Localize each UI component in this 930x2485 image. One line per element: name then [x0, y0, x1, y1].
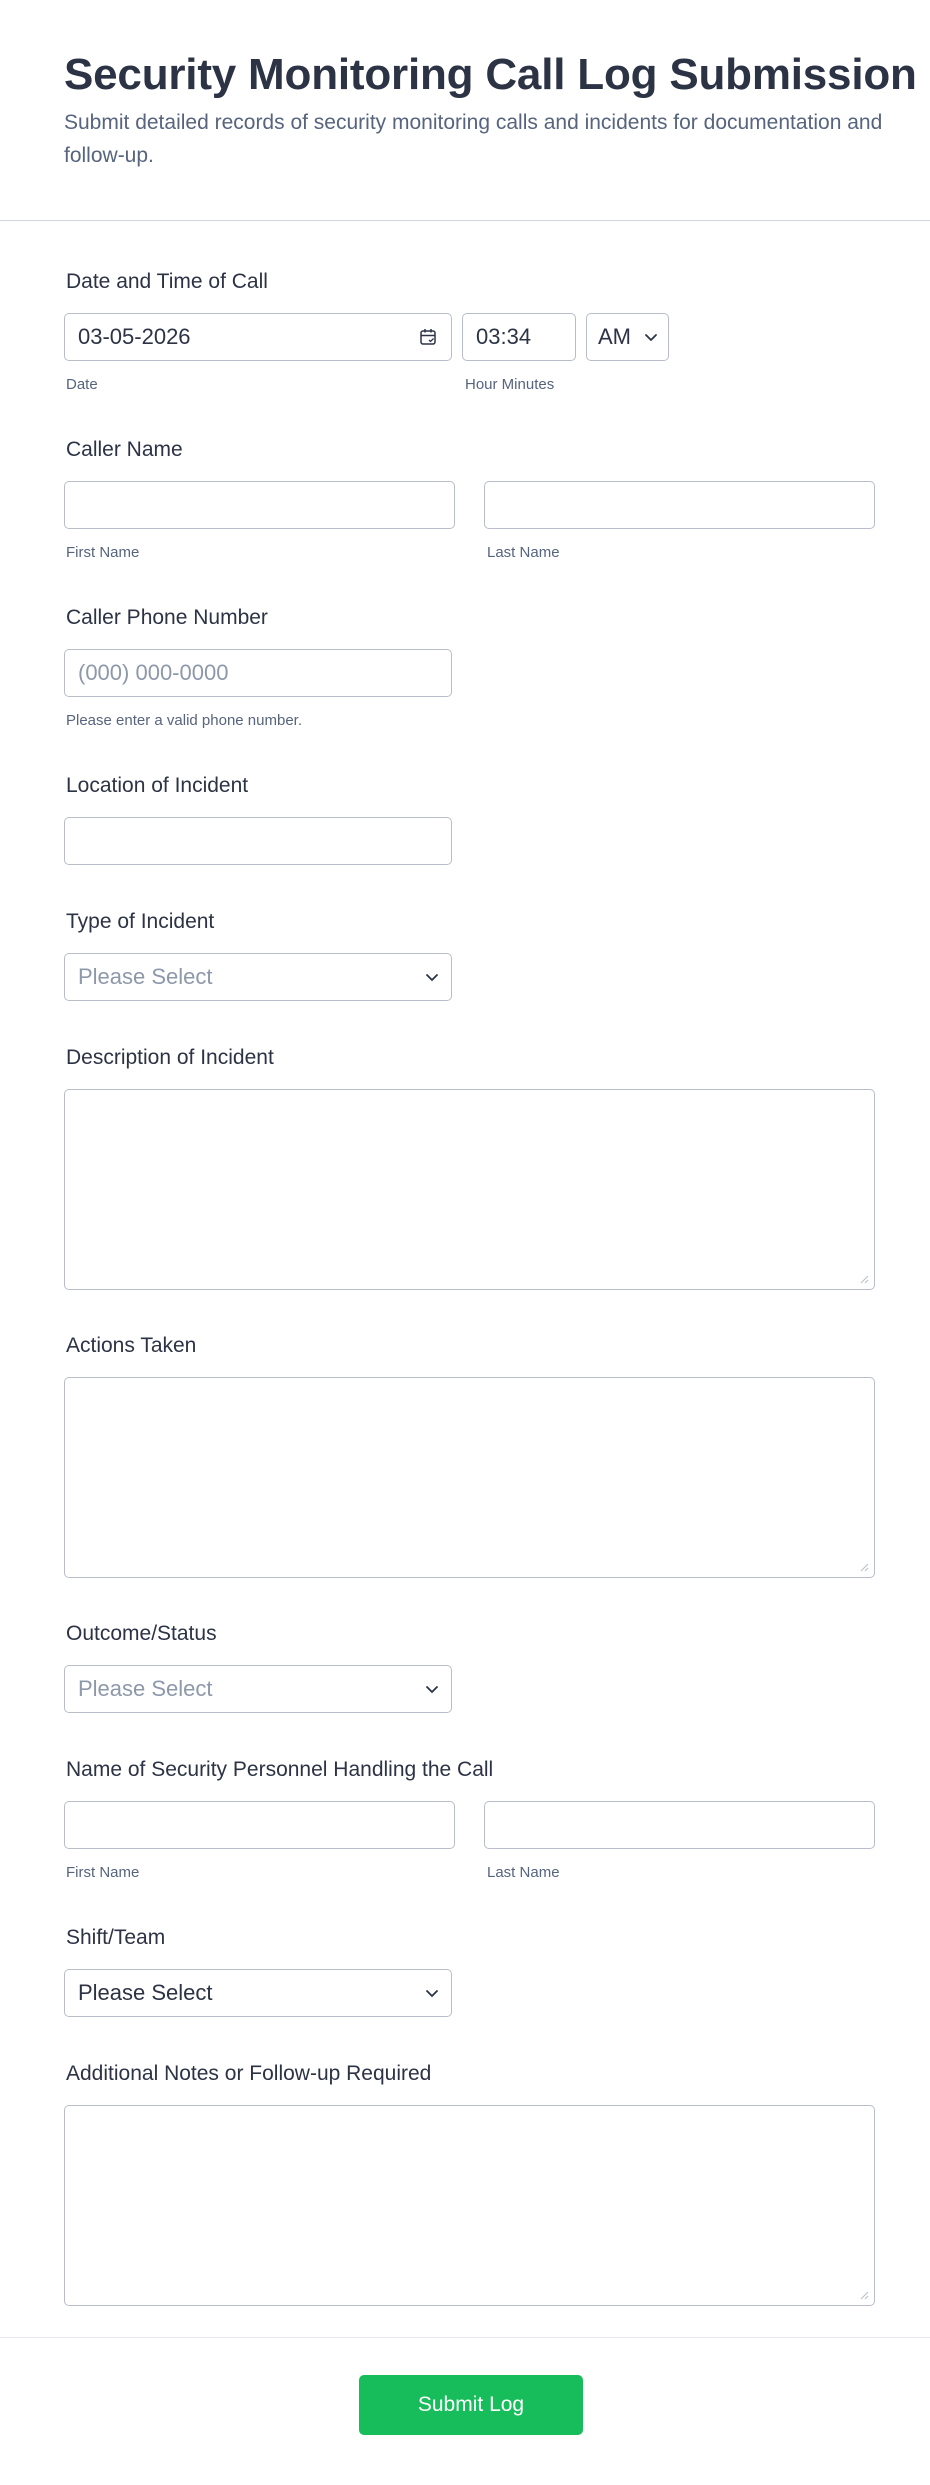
resize-handle-icon[interactable] [859, 1562, 869, 1572]
caller-phone-hint: Please enter a valid phone number. [66, 712, 302, 729]
form-title: Security Monitoring Call Log Submission [64, 50, 917, 99]
form-header [0, 0, 930, 221]
outcome-label: Outcome/Status [66, 1622, 217, 1645]
date-value: 03-05-2026 [78, 324, 191, 349]
caller-name-label: Caller Name [66, 438, 183, 461]
chevron-down-icon [425, 972, 439, 982]
personnel-first-name-sublabel: First Name [66, 1864, 140, 1881]
footer-divider [0, 2337, 930, 2338]
incident-type-label: Type of Incident [66, 910, 215, 933]
notes-textarea[interactable] [64, 2105, 875, 2306]
chevron-down-icon [644, 332, 658, 342]
caller-first-name-sublabel: First Name [66, 544, 140, 561]
resize-handle-icon[interactable] [859, 2290, 869, 2300]
ampm-select[interactable] [586, 313, 669, 361]
outcome-placeholder: Please Select [78, 1676, 213, 1701]
ampm-value: AM [598, 324, 631, 349]
personnel-last-name-input[interactable] [484, 1801, 875, 1849]
caller-phone-input[interactable] [64, 649, 452, 697]
personnel-label: Name of Security Personnel Handling the Call [66, 1758, 494, 1781]
description-textarea[interactable] [64, 1089, 875, 1290]
form-subtitle: Submit detailed records of security monitoring calls and incidents for documentation and follow-up. [64, 111, 883, 167]
personnel-first-name-input[interactable] [64, 1801, 455, 1849]
date-time-label: Date and Time of Call [66, 270, 268, 293]
chevron-down-icon [425, 1684, 439, 1694]
actions-label: Actions Taken [66, 1334, 197, 1357]
submit-button[interactable]: Submit Log [359, 2375, 583, 2435]
location-input[interactable] [64, 817, 452, 865]
personnel-last-name-sublabel: Last Name [487, 1864, 560, 1881]
caller-phone-placeholder: (000) 000-0000 [78, 660, 229, 685]
caller-first-name-input[interactable] [64, 481, 455, 529]
chevron-down-icon [425, 1988, 439, 1998]
calendar-icon[interactable] [419, 328, 437, 346]
time-sublabel: Hour Minutes [465, 376, 555, 393]
resize-handle-icon[interactable] [859, 1274, 869, 1284]
actions-textarea[interactable] [64, 1377, 875, 1578]
date-input[interactable] [64, 313, 452, 361]
time-input[interactable] [462, 313, 576, 361]
shift-label: Shift/Team [66, 1926, 166, 1949]
shift-value: Please Select [78, 1980, 213, 2005]
date-sublabel: Date [66, 376, 98, 393]
caller-last-name-input[interactable] [484, 481, 875, 529]
outcome-select[interactable] [64, 1665, 452, 1713]
incident-type-placeholder: Please Select [78, 964, 213, 989]
notes-label: Additional Notes or Follow-up Required [66, 2062, 432, 2085]
incident-type-select[interactable] [64, 953, 452, 1001]
description-label: Description of Incident [66, 1046, 274, 1069]
time-value: 03:34 [476, 324, 532, 349]
caller-last-name-sublabel: Last Name [487, 544, 560, 561]
location-label: Location of Incident [66, 774, 249, 797]
caller-phone-label: Caller Phone Number [66, 606, 268, 629]
shift-select[interactable] [64, 1969, 452, 2017]
